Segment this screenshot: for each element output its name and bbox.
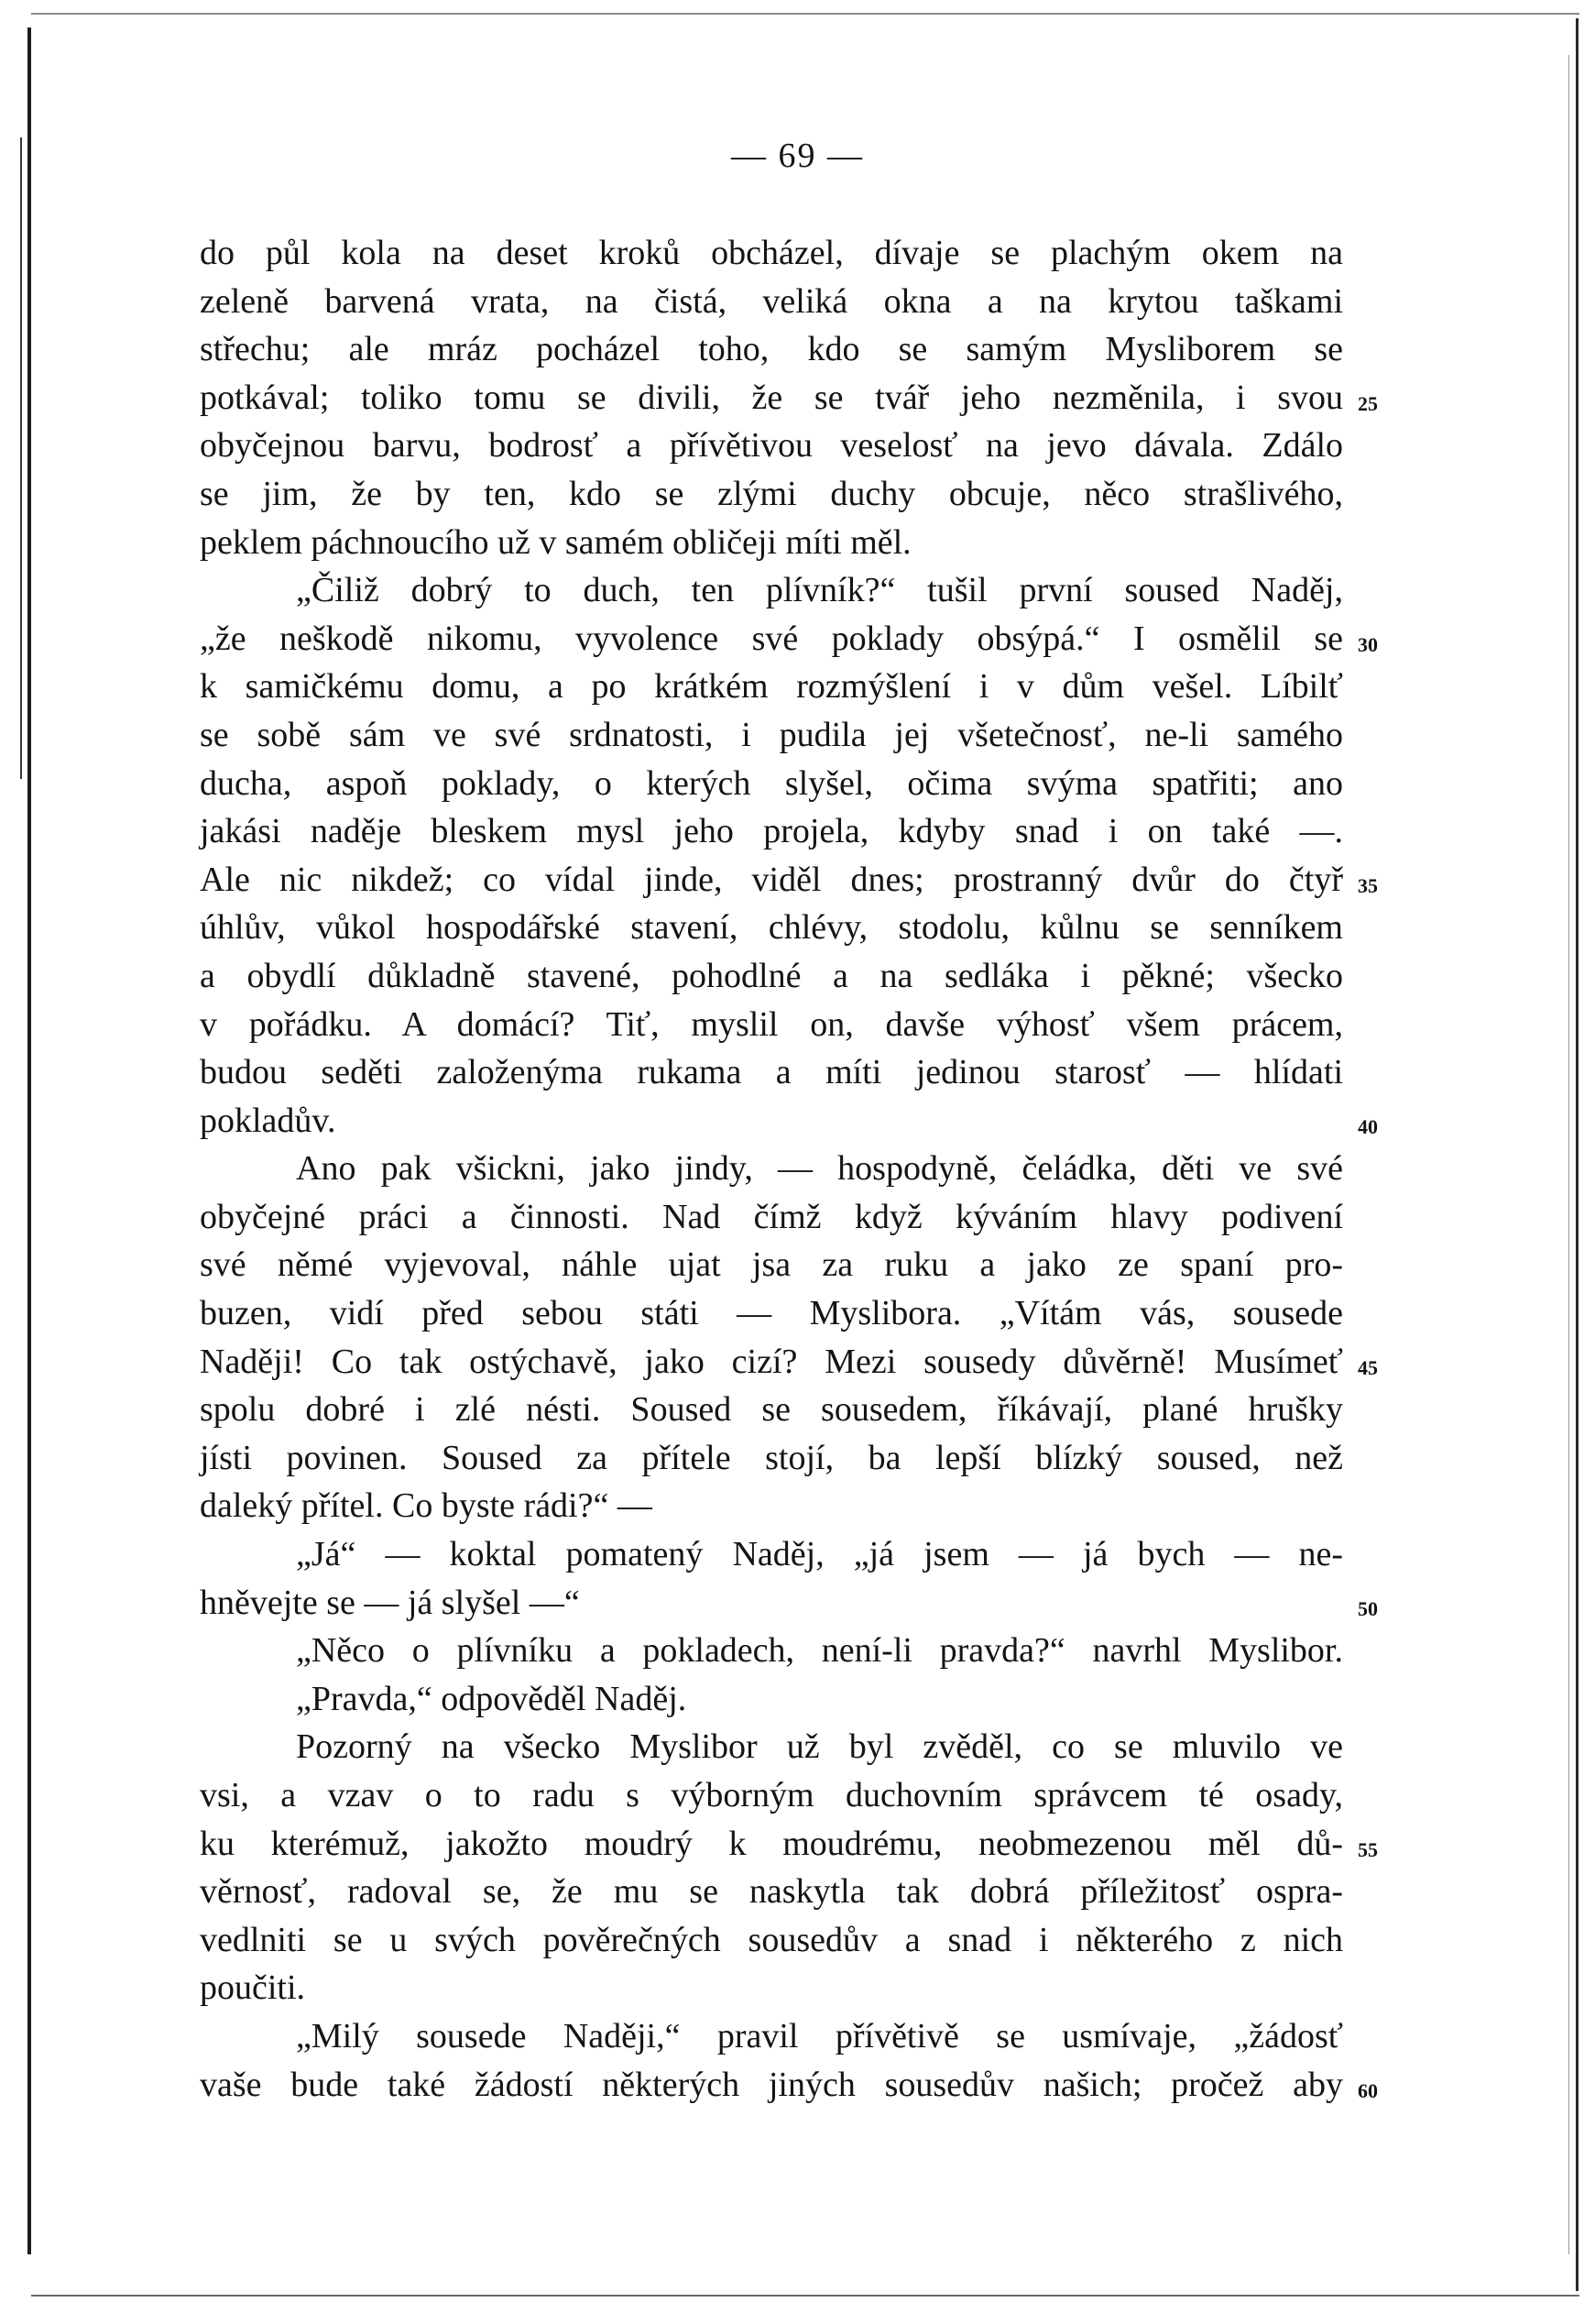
text-line-content: obyčejnou barvu, bodrosť a přívětivou veselosť na jevo dávala. Zdálo [200,426,1343,466]
text-line [200,1338,1378,1387]
line-number: 35 [1358,873,1378,897]
text-line [200,374,1378,422]
text-line [200,1868,1343,1916]
text-line-content: zeleně barvená vrata, na čistá, veliká okna a na krytou taškami [200,281,1343,321]
text-line [200,2061,1378,2110]
body-text [200,229,1378,2109]
text-line [200,760,1343,808]
text-line-content: Naději! Co tak ostýchavě, jako cizí? Mezi sousedy důvěrně! Musímeť [200,1342,1343,1381]
text-line [200,807,1343,856]
text-line-content: vaše bude také žádostí některých jiných sousedův našich; pročež aby [200,2065,1343,2104]
text-line [200,711,1343,760]
text-line [200,1964,1343,2012]
line-number: 45 [1358,1355,1378,1379]
text-line-content: pokladův. [200,1101,336,1140]
text-line [200,1530,1343,1579]
text-line [200,278,1343,326]
text-line-content: se jim, že by ten, kdo se zlými duchy obcuje, něco strašlivého, [200,474,1343,513]
text-line-content: věrnosť, radoval se, že mu se naskytla tak dobrá příležitosť ospra- [200,1872,1343,1912]
text-line [200,1675,1343,1724]
line-number: 30 [1358,632,1378,656]
text-line [200,1723,1343,1771]
text-line [200,1001,1343,1049]
text-line-content: Ano pak všickni, jako jindy, — hospodyně, čeládka, děti ve své [296,1149,1343,1189]
text-line-content: do půl kola na deset kroků obcházel, dívaje se plachým okem na [200,234,1343,272]
text-line-content: spolu dobré i zlé nésti. Soused se sousedem, říkávají, plané hrušky [200,1390,1343,1430]
text-line [200,1241,1343,1289]
text-line [200,1916,1343,1965]
text-line-content: vsi, a vzav o to radu s výborným duchovním správcem té osady, [200,1776,1343,1814]
scan-edge-bottom [31,2295,1579,2297]
scan-edge-right-inner [1568,55,1569,2254]
text-line [200,952,1343,1001]
text-line-content: „Já“ — koktal pomatený Naděj, „já jsem — já bych — ne- [296,1535,1343,1574]
text-line [200,470,1343,519]
text-line-content: se sobě sám ve své srdnatosti, i pudila jej všetečnosť, ne-li samého [200,715,1343,754]
page-number: — 69 — [731,137,864,175]
text-line-content: „Něco o plívníku a pokladech, není-li pravda?“ navrhl Myslibor. [296,1631,1343,1671]
text-line [200,615,1378,663]
text-line [200,663,1343,711]
line-number: 25 [1358,391,1378,415]
text-line-content: obyčejné práci a činnosti. Nad čímž když kýváním hlavy podivení [200,1197,1343,1236]
text-line-content: své němé vyjevoval, náhle ujat jsa za ruku a jako ze spaní pro- [200,1245,1343,1285]
text-line [200,2012,1343,2061]
text-line [200,1048,1343,1097]
line-number: 55 [1358,1837,1378,1861]
text-line [200,1579,1378,1628]
text-line [200,519,1343,567]
text-line-content: potkával; toliko tomu se divili, že se tvář jeho nezměnila, i svou [200,378,1343,417]
text-line-content: poučiti. [200,1968,306,2008]
text-line-content: jakási naděje bleskem mysl jeho projela, kdyby snad i on také —. [200,812,1343,851]
text-line-content: vedlniti se u svých pověrečných sousedův a snad i některého z nich [200,1920,1343,1959]
text-line [200,422,1343,470]
text-line [200,566,1343,615]
text-line [200,229,1343,278]
scan-edge-top [31,13,1579,15]
text-line-content: ducha, aspoň poklady, o kterých slyšel, očima svýma spatřiti; ano [200,763,1343,803]
text-line [200,904,1343,952]
text-line [200,1386,1343,1434]
text-line [200,1627,1343,1675]
text-line-content: ku kterémuž, jakožto moudrý k moudrému, neobmezenou měl dů- [200,1824,1343,1863]
text-line-content: buzen, vidí před sebou státi — Myslibora. „Vítám vás, sousede [200,1294,1343,1333]
text-line-content: Pozorný na všecko Myslibor už byl zvěděl, co se mluvilo ve [296,1727,1343,1767]
scan-edge-left-inner [20,137,22,779]
text-line [200,856,1378,904]
text-line-content: jísti povinen. Soused za přítele stojí, ba lepší blízký soused, než [200,1438,1343,1477]
text-line-content: peklem páchnoucího už v samém obličeji míti měl. [200,522,912,562]
text-line-content: „Pravda,“ odpověděl Naděj. [296,1679,687,1718]
text-line-content: střechu; ale mráz pocházel toho, kdo se samým Mysliborem se [200,330,1343,369]
text-line-content: „Čiliž dobrý to duch, ten plívník?“ tušil první soused Naděj, [296,571,1343,610]
text-line-content: „že neškodě nikomu, vyvolence své poklady obsýpá.“ I osmělil se [200,619,1343,658]
text-line [200,1434,1343,1483]
line-number: 50 [1358,1596,1378,1620]
text-line-content: a obydlí důkladně stavené, pohodlné a na sedláka i pěkné; všecko [200,956,1343,995]
text-line-content: úhlův, vůkol hospodářské stavení, chlévy, stodolu, kůlnu se senníkem [200,908,1343,948]
line-number: 60 [1358,2078,1378,2102]
text-line-content: „Milý sousede Naději,“ pravil přívětivě se usmívaje, „žádosť [296,2016,1343,2055]
text-line-content: budou seděti založenýma rukama a míti jedinou starosť — hlídati [200,1053,1343,1092]
text-line [200,1771,1343,1820]
text-line [200,1145,1343,1193]
text-line [200,1482,1343,1530]
scan-edge-right [1576,18,1579,2291]
line-number: 40 [1358,1114,1378,1138]
text-line [200,325,1343,374]
text-line [200,1289,1343,1338]
text-line-content: k samičkému domu, a po krátkém rozmýšlení i v dům vešel. Líbilť [200,667,1343,707]
text-line [200,1193,1343,1242]
text-line [200,1820,1378,1869]
text-line-content: Ale nic nikdež; co vídal jinde, viděl dnes; prostranný dvůr do čtyř [200,860,1343,899]
text-line-content: hněvejte se — já slyšel —“ [200,1583,580,1622]
scan-edge-left [27,27,31,2254]
text-line [200,1097,1378,1146]
text-line-content: daleký přítel. Co byste rádi?“ — [200,1486,652,1526]
text-line-content: v pořádku. A domácí? Tiť, myslil on, davše výhosť všem prácem, [200,1004,1343,1044]
